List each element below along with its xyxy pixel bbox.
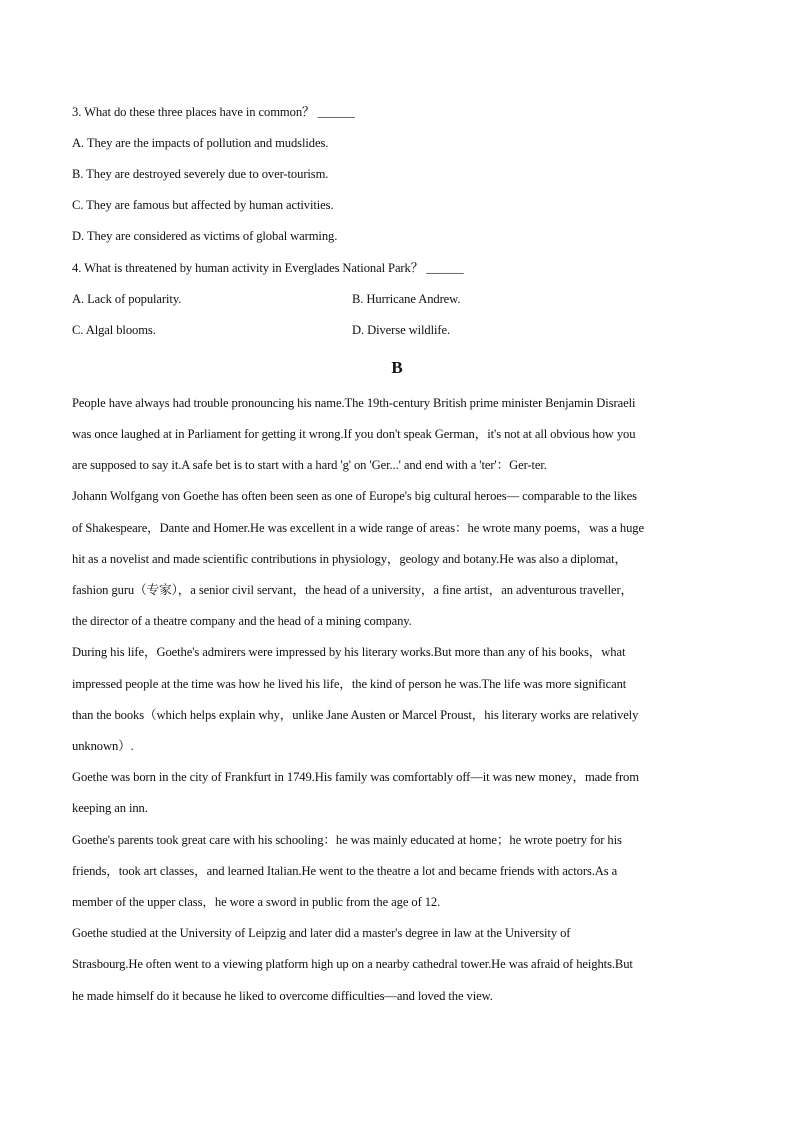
passage-line: impressed people at the time was how he lived his life，the kind of person he was.The life was more significant <box>72 677 627 691</box>
passage-line: he made himself do it because he liked to overcome difficulties—and loved the view. <box>72 989 493 1003</box>
passage-line: of Shakespeare，Dante and Homer.He was excellent in a wide range of areas：he wrote many poems，was a huge <box>72 521 644 535</box>
passage-line: Goethe was born in the city of Frankfurt in 1749.His family was comfortably off—it was new money，made from <box>72 770 639 784</box>
section-b-heading: B <box>391 358 403 377</box>
passage-line: Goethe's parents took great care with his schooling：he was mainly educated at home；he wrote poetry for his <box>72 833 622 847</box>
passage-line: fashion guru（专家），a senior civil servant，the head of a university，a fine artist，an adventurous traveller， <box>72 583 634 597</box>
passage-line: unknown）. <box>72 739 134 753</box>
question-4-options-row-1 <box>72 291 732 307</box>
question-3-option-c: C. They are famous but affected by human activities. <box>72 198 334 212</box>
question-4-option-c: C. Algal blooms. <box>72 323 156 337</box>
passage-line: Goethe studied at the University of Leipzig and later did a master's degree in law at the University of <box>72 926 571 940</box>
passage-line: are supposed to say it.A safe bet is to start with a hard 'g' on 'Ger...' and end with a 'ter'：Ger-ter. <box>72 458 547 472</box>
passage-line: the director of a theatre company and the head of a mining company. <box>72 614 412 628</box>
passage-line: was once laughed at in Parliament for getting it wrong.If you don't speak German，it's not at all obvious how you <box>72 427 636 441</box>
question-4-option-d: D. Diverse wildlife. <box>352 323 451 337</box>
passage-line: During his life，Goethe's admirers were impressed by his literary works.But more than any of his books，what <box>72 645 626 659</box>
passage-line: Johann Wolfgang von Goethe has often been seen as one of Europe's big cultural heroes— comparable to the likes <box>72 489 637 503</box>
question-3-option-b: B. They are destroyed severely due to over-tourism. <box>72 167 329 181</box>
question-3-stem: 3. What do these three places have in common？ ______ <box>72 105 355 119</box>
question-4-stem: 4. What is threatened by human activity in Everglades National Park？ ______ <box>72 261 464 275</box>
passage-line: friends，took art classes，and learned Italian.He went to the theatre a lot and became friends with actors.As a <box>72 864 618 878</box>
passage-line: member of the upper class，he wore a sword in public from the age of 12. <box>72 895 441 909</box>
passage-line: keeping an inn. <box>72 801 148 815</box>
question-4-option-b: B. Hurricane Andrew. <box>352 292 461 306</box>
passage-line: Strasbourg.He often went to a viewing platform high up on a nearby cathedral tower.He was afraid of heights.But <box>72 957 633 971</box>
passage-line: than the books（which helps explain why，unlike Jane Austen or Marcel Proust，his literary works are relatively <box>72 708 639 722</box>
question-4-options-row-2 <box>72 322 732 338</box>
question-3-option-d: D. They are considered as victims of global warming. <box>72 229 338 243</box>
passage-line: hit as a novelist and made scientific contributions in physiology，geology and botany.He was also a diplomat， <box>72 552 627 566</box>
question-3-option-a: A. They are the impacts of pollution and mudslides. <box>72 136 329 150</box>
question-4-option-a: A. Lack of popularity. <box>72 292 182 306</box>
passage-line: People have always had trouble pronouncing his name.The 19th-century British prime minister Benjamin Disraeli <box>72 396 636 410</box>
